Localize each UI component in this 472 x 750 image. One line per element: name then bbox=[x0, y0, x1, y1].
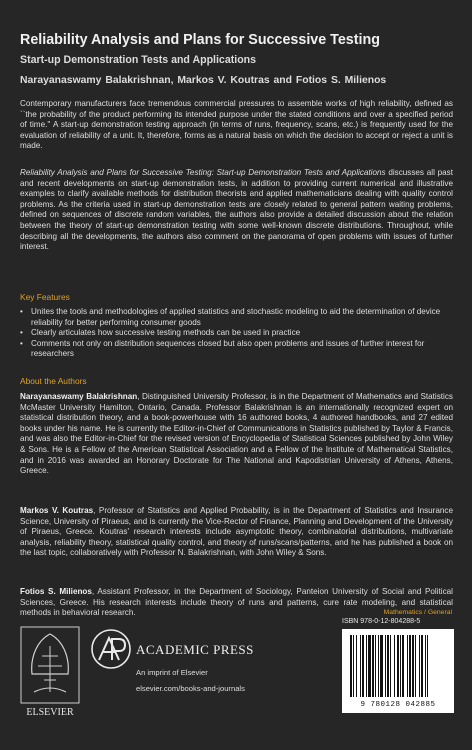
academic-press-logo-icon bbox=[90, 628, 132, 670]
author-name: Markos V. Koutras bbox=[20, 506, 94, 515]
author-bio-koutras bbox=[20, 506, 453, 559]
author-bio-text: , Assistant Professor, in the Department of Sociology, Panteion University of Social and Political Sciences, Greece. His research interests include theory of runs and patterns, cure rate modeling, and statistical methods in behavioral research. bbox=[20, 587, 453, 618]
barcode-bar bbox=[409, 635, 411, 697]
isbn-label: ISBN 978-0-12-804288-5 bbox=[342, 618, 421, 625]
key-features-heading: Key Features bbox=[20, 292, 70, 302]
barcode-bar bbox=[372, 635, 374, 697]
author-bio-text: , Professor of Statistics and Applied Probability, is in the Department of Statistics and Insurance Science, University of Piraeus, and is currently the Vice-Rector of Finance, Planning and Development of the University of Piraeus, Greece. Koutras' research interests include asymptotic theory, combinatorial distributions, multivariate analysis, reliability theory, statistical quality control, and theory of runs/scans/patterns, and he has published a book on the last topic, collaboratively with Professor N. Balakrishnan, with John Wiley & Sons. bbox=[20, 506, 453, 558]
author-name: Fotios S. Milienos bbox=[20, 587, 92, 596]
author-bio-text: , Distinguished University Professor, is in the Department of Mathematics and Statistics McMaster University Hamilton, Ontario, Canada. Professor Balakrishnan is an internationally recognized expert on statistical distribution theory, and a book-powerhouse with 16 authored books, 4 authored handbooks, and 27 edited books under his name. He is currently the Editor-in-Chief of Communications in Statistics published by Taylor & Francis, and was also the Editor-in-Chief for the revised version of Encyclopedia of Statistical Sciences published by John Wiley & Sons. He is a Fellow of the American Statistical Association and a Fellow of the Institute of Mathematical Statistics, and in 2016 was awarded an Honorary Doctorate for The National and Kapodistrian University of Athens, Athens, Greece. bbox=[20, 392, 453, 476]
key-feature-item: • Unites the tools and methodologies of applied statistics and stochastic modeling to aid the determination of device reliability for better performing consumer goods bbox=[20, 307, 453, 328]
elsevier-logo bbox=[20, 626, 80, 720]
barcode-bar bbox=[407, 635, 408, 697]
barcode-bar bbox=[387, 635, 389, 697]
barcode-bar bbox=[362, 635, 364, 697]
barcode-bar bbox=[425, 635, 426, 697]
barcode-bar bbox=[400, 635, 401, 697]
barcode-bar bbox=[375, 635, 376, 697]
barcode-bar bbox=[415, 635, 416, 697]
subject-category: Mathematics / General bbox=[383, 609, 452, 616]
book-title-italic: Reliability Analysis and Plans for Successive Testing: Start-up Demonstration Tests and Applications bbox=[20, 168, 386, 177]
imprint-line: An imprint of Elsevier bbox=[136, 668, 208, 677]
barcode-bar bbox=[378, 635, 379, 697]
barcode-bar bbox=[360, 635, 361, 697]
book-subtitle: Start-up Demonstration Tests and Applications bbox=[20, 54, 257, 66]
barcode-bar bbox=[380, 635, 383, 697]
book-title: Reliability Analysis and Plans for Successive Testing bbox=[20, 32, 380, 48]
publisher-url: elsevier.com/books-and-journals bbox=[136, 684, 245, 693]
author-bio-balakrishnan bbox=[20, 392, 453, 477]
barcode-bar bbox=[394, 635, 395, 697]
barcode-bar bbox=[350, 635, 352, 697]
elsevier-logo-text: ELSEVIER bbox=[26, 707, 74, 718]
barcode-bar bbox=[368, 635, 371, 697]
barcode-bar bbox=[356, 635, 357, 697]
description-paragraph-2-text: discusses all past and recent developments on start-up demonstration tests, in addition to providing current numerical and illustrative examples to clarify available methods for distribution theorists and applied mathematicians dealing with quality control problems. As the criteria used in start-up demonstration tests are closely related to general pattern waiting problems, defined on sequences of discrete random variables, the authors also provide a detailed discussion about the relation between the theory of start-up demonstration testing with some well-known discrete distributions. Throughout, while describing all the developments, the authors also comment on the panorama of open problems with issues of further interest. bbox=[20, 168, 453, 252]
author-name: Narayanaswamy Balakrishnan bbox=[20, 392, 138, 401]
key-feature-item: • Comments not only on distribution sequences closed but also open problems and issues of further interest for researchers bbox=[20, 339, 453, 360]
description-paragraph-2 bbox=[20, 168, 453, 253]
about-authors-heading: About the Authors bbox=[20, 376, 87, 386]
barcode-bar bbox=[419, 635, 420, 697]
barcode-bar bbox=[366, 635, 367, 697]
key-features-list bbox=[20, 307, 453, 360]
description-paragraph-1: Contemporary manufacturers face tremendous commercial pressures to assemble works of high reliability, defined as ``the probability of the product performing its intended purpose under the stated conditions and over a specified period of time.'' A start-up demonstration testing approach (in terms of runs, frequency, scans, etc.) is frequently used for the evaluation of reliability of a unit. It, therefore, forms as a natural basis on which the decision to accept or reject a unit is made. bbox=[20, 99, 453, 151]
barcode-digits: 9 780128 042885 bbox=[360, 701, 436, 709]
barcode-bar bbox=[402, 635, 404, 697]
barcode-bar bbox=[385, 635, 386, 697]
barcode-bar bbox=[412, 635, 414, 697]
book-authors: Narayanaswamy Balakrishnan, Markos V. Koutras and Fotios S. Milienos bbox=[20, 75, 387, 86]
barcode-bar bbox=[353, 635, 354, 697]
barcode-box bbox=[342, 629, 454, 713]
barcode-bar bbox=[397, 635, 399, 697]
imprint-name: ACADEMIC PRESS bbox=[136, 642, 254, 657]
barcode-bar bbox=[390, 635, 391, 697]
key-feature-item: • Clearly articulates how successive testing methods can be used in practice bbox=[20, 328, 453, 339]
barcode-bar bbox=[427, 635, 428, 697]
barcode-bar bbox=[421, 635, 423, 697]
